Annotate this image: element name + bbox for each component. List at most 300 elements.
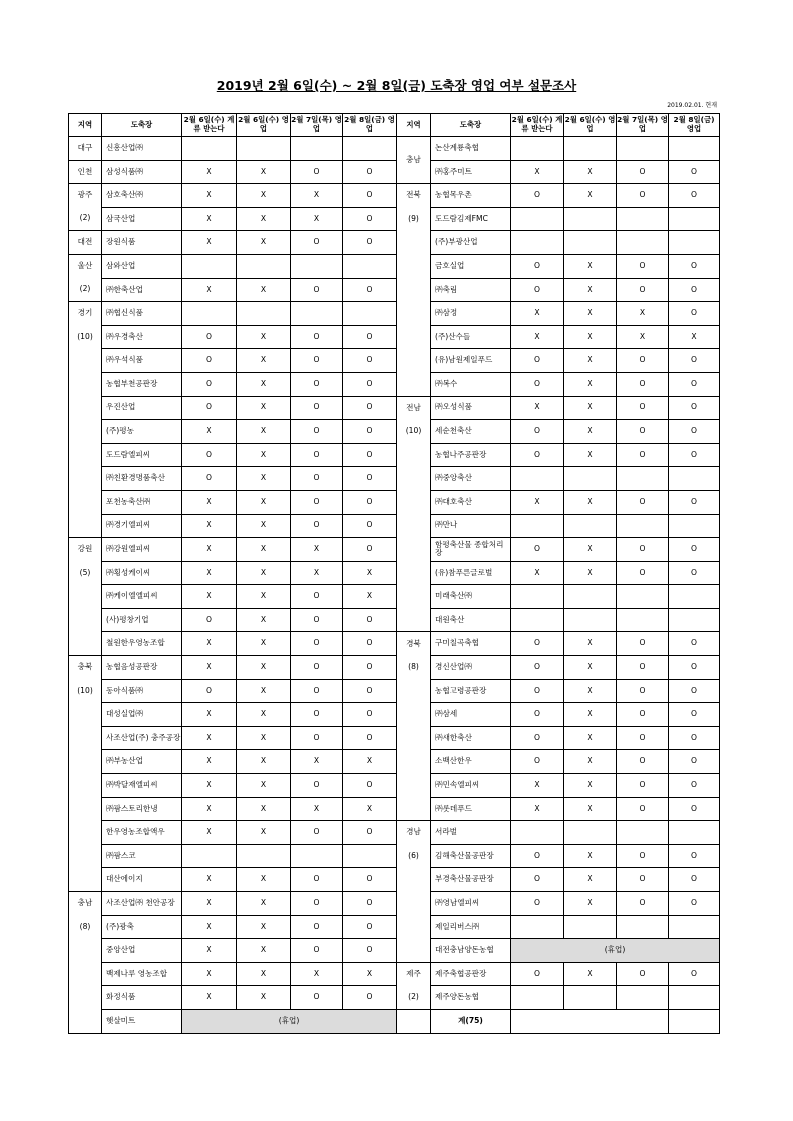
status-cell: O: [291, 160, 343, 184]
table-row: [69, 750, 720, 774]
region-cell: 전북: [397, 184, 431, 208]
status-cell: O: [669, 160, 720, 184]
status-cell: O: [343, 868, 397, 892]
status-cell: X: [182, 656, 237, 680]
status-cell: X: [182, 514, 237, 538]
status-cell: O: [617, 396, 669, 420]
status-cell: X: [237, 467, 291, 491]
status-cell: X: [237, 703, 291, 727]
table-row: [69, 679, 720, 703]
region-cell: [397, 467, 431, 491]
status-cell: [511, 137, 564, 161]
plant-name: ㈜대호축산: [431, 490, 511, 514]
status-cell: O: [291, 774, 343, 798]
status-cell: [182, 254, 237, 278]
status-cell: X: [511, 797, 564, 821]
status-cell: X: [237, 750, 291, 774]
status-cell: O: [617, 443, 669, 467]
region-cell: [397, 915, 431, 939]
status-cell: O: [617, 561, 669, 585]
status-cell: O: [291, 608, 343, 632]
table-row: [69, 207, 720, 231]
status-cell: X: [564, 726, 617, 750]
plant-name: ㈜팜스토리한냉: [102, 797, 182, 821]
status-cell: O: [511, 349, 564, 373]
plant-name: 대원축산: [431, 608, 511, 632]
status-cell: [617, 608, 669, 632]
status-cell: O: [343, 915, 397, 939]
status-cell: O: [511, 184, 564, 208]
status-cell: X: [182, 632, 237, 656]
plant-name: 장원식품: [102, 231, 182, 255]
status-cell: O: [511, 538, 564, 562]
status-cell: X: [343, 797, 397, 821]
as-of-date: 2019.02.01. 현재: [667, 102, 717, 109]
status-cell: [617, 467, 669, 491]
plant-name: 철원한우영농조합: [102, 632, 182, 656]
region-cell: [69, 844, 102, 868]
table-row: [69, 1009, 720, 1033]
region-cell: (10): [69, 325, 102, 349]
status-cell: X: [564, 184, 617, 208]
status-cell: [669, 986, 720, 1010]
status-cell: O: [669, 632, 720, 656]
plant-name: ㈜만나: [431, 514, 511, 538]
status-cell: X: [182, 585, 237, 609]
region-cell: [397, 561, 431, 585]
status-cell: X: [182, 490, 237, 514]
status-cell: O: [291, 892, 343, 916]
status-cell: [343, 254, 397, 278]
status-cell: [669, 585, 720, 609]
status-cell: O: [343, 207, 397, 231]
status-cell: [564, 514, 617, 538]
region-cell: [397, 585, 431, 609]
status-cell: X: [182, 868, 237, 892]
status-cell: O: [343, 608, 397, 632]
plant-name: 금호실업: [431, 254, 511, 278]
status-cell: X: [291, 207, 343, 231]
status-cell: X: [291, 962, 343, 986]
status-cell: [669, 821, 720, 845]
status-cell: X: [564, 962, 617, 986]
region-cell: [397, 349, 431, 373]
region-cell: [69, 490, 102, 514]
status-cell: O: [617, 750, 669, 774]
status-cell: X: [237, 726, 291, 750]
table-row: [69, 821, 720, 845]
region-cell: (8): [69, 915, 102, 939]
status-cell: X: [343, 962, 397, 986]
plant-name: 논산계룡축협: [431, 137, 511, 161]
region-cell: [69, 986, 102, 1010]
status-cell: [617, 231, 669, 255]
header-c2-right: 2월 6일(수) 영업: [564, 114, 617, 137]
status-cell: X: [237, 561, 291, 585]
region-cell: (2): [69, 207, 102, 231]
table-row: [69, 372, 720, 396]
table-row: [69, 137, 720, 161]
status-cell: X: [343, 750, 397, 774]
region-cell: [69, 797, 102, 821]
plant-name: ㈜친환경명품축산: [102, 467, 182, 491]
table-row: [69, 302, 720, 326]
page-title: 2019년 2월 6일(수) ~ 2월 8일(금) 도축장 영업 여부 설문조사: [216, 78, 577, 93]
status-cell: [343, 844, 397, 868]
status-cell: X: [182, 962, 237, 986]
status-cell: O: [669, 726, 720, 750]
status-cell: O: [669, 561, 720, 585]
table-row: [69, 656, 720, 680]
status-cell: O: [669, 774, 720, 798]
table-row: [69, 986, 720, 1010]
status-cell: O: [343, 679, 397, 703]
plant-name: ㈜홍주미트: [431, 160, 511, 184]
table-row: [69, 278, 720, 302]
plant-name: ㈜새한축산: [431, 726, 511, 750]
region-cell: 전남: [397, 396, 431, 420]
status-cell: X: [511, 302, 564, 326]
plant-name: (유)남원제일푸드: [431, 349, 511, 373]
status-cell: O: [617, 278, 669, 302]
status-cell: X: [511, 561, 564, 585]
region-cell: (10): [397, 420, 431, 444]
status-cell: X: [564, 160, 617, 184]
region-cell: [397, 797, 431, 821]
status-cell: O: [511, 278, 564, 302]
status-cell: O: [669, 278, 720, 302]
region-cell: [397, 774, 431, 798]
plant-name: 신흥산업㈜: [102, 137, 182, 161]
status-cell: X: [237, 514, 291, 538]
status-cell: O: [291, 986, 343, 1010]
status-cell: [669, 137, 720, 161]
region-cell: [397, 750, 431, 774]
status-cell: O: [291, 585, 343, 609]
region-cell: [69, 467, 102, 491]
status-cell: X: [182, 750, 237, 774]
plant-name: 삼성식품㈜: [102, 160, 182, 184]
region-cell: [69, 608, 102, 632]
status-cell: X: [237, 679, 291, 703]
status-cell: [564, 821, 617, 845]
total-label: 계(75): [431, 1009, 511, 1033]
status-cell: [617, 207, 669, 231]
plant-name: (유)참푸른글로벌: [431, 561, 511, 585]
region-cell: [397, 1009, 431, 1033]
table-row: [69, 420, 720, 444]
plant-name: 소백산한우: [431, 750, 511, 774]
status-cell: O: [291, 703, 343, 727]
status-cell: O: [617, 490, 669, 514]
status-cell: X: [564, 750, 617, 774]
header-plant: 도축장: [102, 114, 182, 137]
status-cell: X: [182, 278, 237, 302]
plant-name: 햇살미트: [102, 1009, 182, 1033]
region-cell: [397, 538, 431, 562]
table-row: [69, 585, 720, 609]
table-row: [69, 160, 720, 184]
table-row: [69, 254, 720, 278]
status-cell: X: [237, 160, 291, 184]
status-cell: O: [511, 443, 564, 467]
status-cell: X: [564, 302, 617, 326]
plant-name: 서라벌: [431, 821, 511, 845]
region-cell: [69, 396, 102, 420]
table-row: [69, 514, 720, 538]
plant-name: ㈜삼정: [431, 302, 511, 326]
status-cell: X: [343, 561, 397, 585]
status-cell: O: [669, 349, 720, 373]
region-cell: [69, 703, 102, 727]
status-cell: [617, 514, 669, 538]
status-cell: O: [182, 372, 237, 396]
table-row: [69, 443, 720, 467]
status-cell: O: [182, 467, 237, 491]
plant-name: ㈜중앙축산: [431, 467, 511, 491]
plant-name: ㈜우석식품: [102, 349, 182, 373]
status-cell: X: [182, 939, 237, 963]
status-cell: [617, 915, 669, 939]
plant-name: 농협고령공판장: [431, 679, 511, 703]
status-cell: O: [291, 514, 343, 538]
status-cell: X: [237, 939, 291, 963]
header-c3: 2월 7일(목) 영업: [291, 114, 343, 137]
region-cell: (9): [397, 207, 431, 231]
status-cell: O: [669, 443, 720, 467]
status-cell: O: [617, 797, 669, 821]
plant-name: 세순천축산: [431, 420, 511, 444]
plant-name: 사조산업㈜ 천안공장: [102, 892, 182, 916]
status-cell: O: [511, 679, 564, 703]
table-row: [69, 184, 720, 208]
status-cell: [182, 844, 237, 868]
status-cell: [511, 821, 564, 845]
status-cell: O: [669, 656, 720, 680]
plant-name: ㈜롯데푸드: [431, 797, 511, 821]
table-row: [69, 797, 720, 821]
status-cell: X: [564, 656, 617, 680]
plant-name: 농협음성공판장: [102, 656, 182, 680]
plant-name: 농협목우촌: [431, 184, 511, 208]
status-cell: [291, 137, 343, 161]
plant-name: 삼국산업: [102, 207, 182, 231]
status-cell: O: [291, 278, 343, 302]
region-cell: [69, 420, 102, 444]
region-cell: (2): [69, 278, 102, 302]
status-cell: O: [291, 726, 343, 750]
plant-name: 삼호축산㈜: [102, 184, 182, 208]
total-blank: [511, 1009, 669, 1033]
status-cell: X: [564, 372, 617, 396]
plant-name: 김해축산물공판장: [431, 844, 511, 868]
plant-name: 삼와산업: [102, 254, 182, 278]
status-cell: X: [237, 656, 291, 680]
status-cell: X: [564, 844, 617, 868]
status-cell: [669, 231, 720, 255]
status-cell: [564, 231, 617, 255]
status-cell: [237, 137, 291, 161]
plant-name: 경신산업㈜: [431, 656, 511, 680]
status-cell: X: [564, 703, 617, 727]
status-cell: O: [291, 821, 343, 845]
status-cell: [669, 207, 720, 231]
status-cell: X: [564, 538, 617, 562]
region-cell: [397, 939, 431, 963]
status-cell: O: [617, 844, 669, 868]
status-cell: O: [343, 372, 397, 396]
plant-name: ㈜강원엘피씨: [102, 538, 182, 562]
plant-name: 농협부천공판장: [102, 372, 182, 396]
region-cell: [69, 372, 102, 396]
region-cell: [69, 821, 102, 845]
status-cell: O: [343, 892, 397, 916]
status-cell: [511, 585, 564, 609]
status-cell: O: [343, 490, 397, 514]
region-cell: [69, 939, 102, 963]
status-cell: O: [343, 821, 397, 845]
status-cell: [237, 302, 291, 326]
status-cell: O: [343, 325, 397, 349]
plant-name: ㈜부농산업: [102, 750, 182, 774]
status-cell: X: [237, 396, 291, 420]
region-cell: [397, 703, 431, 727]
table-row: [69, 892, 720, 916]
region-cell: [69, 962, 102, 986]
status-cell: O: [669, 254, 720, 278]
plant-name: 도드람김제FMC: [431, 207, 511, 231]
status-cell: [511, 608, 564, 632]
status-cell: O: [343, 467, 397, 491]
table-row: [69, 538, 720, 562]
status-cell: X: [182, 726, 237, 750]
status-cell: [617, 821, 669, 845]
status-cell: X: [182, 986, 237, 1010]
status-cell: O: [343, 349, 397, 373]
region-cell: (10): [69, 679, 102, 703]
status-cell: O: [617, 184, 669, 208]
region-cell: [69, 443, 102, 467]
region-cell: [69, 1009, 102, 1033]
plant-name: 대성실업㈜: [102, 703, 182, 727]
status-cell: O: [291, 490, 343, 514]
status-cell: [511, 231, 564, 255]
plant-name: ㈜팜스코: [102, 844, 182, 868]
status-cell: O: [182, 608, 237, 632]
status-cell: [564, 467, 617, 491]
status-cell: O: [343, 184, 397, 208]
status-cell: O: [511, 962, 564, 986]
table-row: [69, 231, 720, 255]
status-cell: O: [291, 939, 343, 963]
status-cell: O: [511, 844, 564, 868]
plant-name: 대전충남양돈농협: [431, 939, 511, 963]
status-cell: O: [669, 538, 720, 562]
status-cell: O: [511, 703, 564, 727]
status-cell: X: [182, 538, 237, 562]
status-cell: X: [237, 608, 291, 632]
status-cell: O: [511, 420, 564, 444]
status-cell: X: [182, 703, 237, 727]
status-cell: X: [291, 561, 343, 585]
region-cell: 대구: [69, 137, 102, 161]
status-cell: [291, 254, 343, 278]
status-cell: O: [669, 962, 720, 986]
status-cell: O: [291, 420, 343, 444]
status-cell: O: [343, 986, 397, 1010]
table-row: [69, 608, 720, 632]
status-cell: X: [237, 821, 291, 845]
header-c4-right: 2월 8일(금) 영업: [669, 114, 720, 137]
status-cell: X: [564, 278, 617, 302]
table-row: [69, 726, 720, 750]
status-cell: O: [291, 443, 343, 467]
status-cell: O: [343, 656, 397, 680]
status-cell: X: [564, 490, 617, 514]
status-cell: [182, 302, 237, 326]
plant-name: 중앙산업: [102, 939, 182, 963]
status-cell: O: [669, 372, 720, 396]
survey-table: [68, 113, 720, 1034]
status-cell: O: [669, 420, 720, 444]
status-cell: O: [617, 726, 669, 750]
status-cell: [564, 137, 617, 161]
region-cell: (2): [397, 986, 431, 1010]
plant-name: 제일리버스㈜: [431, 915, 511, 939]
status-cell: X: [564, 561, 617, 585]
status-cell: X: [237, 538, 291, 562]
status-cell: [669, 467, 720, 491]
plant-name: 백제나루 영농조합: [102, 962, 182, 986]
status-cell: O: [511, 750, 564, 774]
plant-name: ㈜케이엘엘피씨: [102, 585, 182, 609]
status-cell: O: [511, 868, 564, 892]
status-cell: X: [617, 325, 669, 349]
region-cell: [69, 774, 102, 798]
region-cell: [69, 868, 102, 892]
plant-name: (주)평농: [102, 420, 182, 444]
status-cell: X: [291, 538, 343, 562]
status-cell: O: [669, 892, 720, 916]
status-cell: X: [182, 207, 237, 231]
status-cell: [564, 207, 617, 231]
status-cell: O: [343, 514, 397, 538]
closed-status: (휴업): [182, 1009, 397, 1033]
status-cell: X: [237, 231, 291, 255]
status-cell: [564, 608, 617, 632]
status-cell: X: [237, 585, 291, 609]
status-cell: O: [291, 632, 343, 656]
status-cell: [511, 467, 564, 491]
status-cell: X: [511, 396, 564, 420]
status-cell: O: [182, 396, 237, 420]
status-cell: X: [237, 278, 291, 302]
status-cell: O: [291, 656, 343, 680]
region-cell: [397, 514, 431, 538]
status-cell: O: [291, 231, 343, 255]
table-row: [69, 915, 720, 939]
plant-name: 부경축산물공판장: [431, 868, 511, 892]
plant-name: 제주양돈농협: [431, 986, 511, 1010]
status-cell: O: [291, 467, 343, 491]
status-cell: O: [343, 231, 397, 255]
table-row: [69, 632, 720, 656]
region-cell: [69, 726, 102, 750]
status-cell: X: [511, 160, 564, 184]
region-cell: [397, 726, 431, 750]
region-cell: [397, 892, 431, 916]
plant-name: ㈜박달재엘피씨: [102, 774, 182, 798]
